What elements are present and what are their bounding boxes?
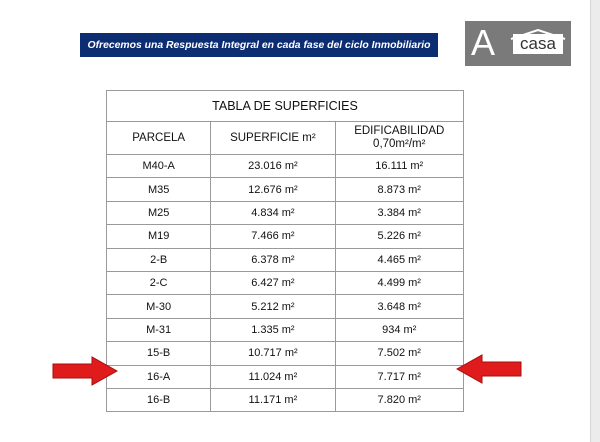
- cell-edificabilidad: 5.226 m²: [335, 225, 463, 248]
- table-row: [107, 225, 464, 248]
- banner-text: Ofrecemos una Respuesta Integral en cada fase del ciclo Inmobiliario: [87, 39, 431, 51]
- cell-parcela: 16-B: [107, 388, 211, 411]
- cell-parcela: 2-C: [107, 271, 211, 294]
- cell-edificabilidad: 16.111 m²: [335, 155, 463, 178]
- cell-superficie: 4.834 m²: [211, 201, 335, 224]
- cell-parcela: M25: [107, 201, 211, 224]
- column-header-edificabilidad-line2: 0,70m²/m²: [373, 138, 426, 150]
- cell-parcela: M40-A: [107, 155, 211, 178]
- cell-superficie: 6.378 m²: [211, 248, 335, 271]
- table-row: [107, 271, 464, 294]
- table-row: [107, 155, 464, 178]
- table-row: [107, 388, 464, 411]
- company-logo: [465, 21, 571, 66]
- column-header-parcela: PARCELA: [107, 122, 211, 155]
- table-row: [107, 318, 464, 341]
- cell-superficie: 1.335 m²: [211, 318, 335, 341]
- table-row: [107, 248, 464, 271]
- column-header-edificabilidad-line1: EDIFICABILIDAD: [354, 125, 445, 137]
- cell-edificabilidad: 8.873 m²: [335, 178, 463, 201]
- cell-edificabilidad: 3.648 m²: [335, 295, 463, 318]
- cell-superficie: 10.717 m²: [211, 342, 335, 365]
- arrow-right-icon: [52, 356, 118, 386]
- cell-superficie: 12.676 m²: [211, 178, 335, 201]
- cell-parcela: 16-A: [107, 365, 211, 388]
- table-row: [107, 201, 464, 224]
- cell-edificabilidad: 7.717 m²: [335, 365, 463, 388]
- cell-superficie: 11.171 m²: [211, 388, 335, 411]
- cell-parcela: 2-B: [107, 248, 211, 271]
- logo-word: casa: [513, 34, 563, 54]
- cell-edificabilidad: 4.499 m²: [335, 271, 463, 294]
- cell-edificabilidad: 4.465 m²: [335, 248, 463, 271]
- cell-superficie: 23.016 m²: [211, 155, 335, 178]
- cell-edificabilidad: 7.502 m²: [335, 342, 463, 365]
- table-row: [107, 178, 464, 201]
- surfaces-table: [106, 90, 464, 412]
- column-header-edificabilidad: [335, 122, 463, 155]
- cell-edificabilidad: 7.820 m²: [335, 388, 463, 411]
- cell-superficie: 5.212 m²: [211, 295, 335, 318]
- cell-superficie: 7.466 m²: [211, 225, 335, 248]
- arrow-left-icon: [456, 354, 522, 384]
- cell-edificabilidad: 3.384 m²: [335, 201, 463, 224]
- cell-superficie: 6.427 m²: [211, 271, 335, 294]
- cell-superficie: 11.024 m²: [211, 365, 335, 388]
- cell-parcela: M19: [107, 225, 211, 248]
- table-title: TABLA DE SUPERFICIES: [107, 91, 464, 122]
- cell-parcela: M-31: [107, 318, 211, 341]
- logo-letter: A: [471, 22, 496, 63]
- table-row: [107, 342, 464, 365]
- cell-parcela: 15-B: [107, 342, 211, 365]
- cell-edificabilidad: 934 m²: [335, 318, 463, 341]
- column-header-superficie: SUPERFICIE m²: [211, 122, 335, 155]
- table-row-highlighted: [107, 365, 464, 388]
- cell-parcela: M-30: [107, 295, 211, 318]
- table-row: [107, 295, 464, 318]
- header-banner: [80, 33, 438, 57]
- cell-parcela: M35: [107, 178, 211, 201]
